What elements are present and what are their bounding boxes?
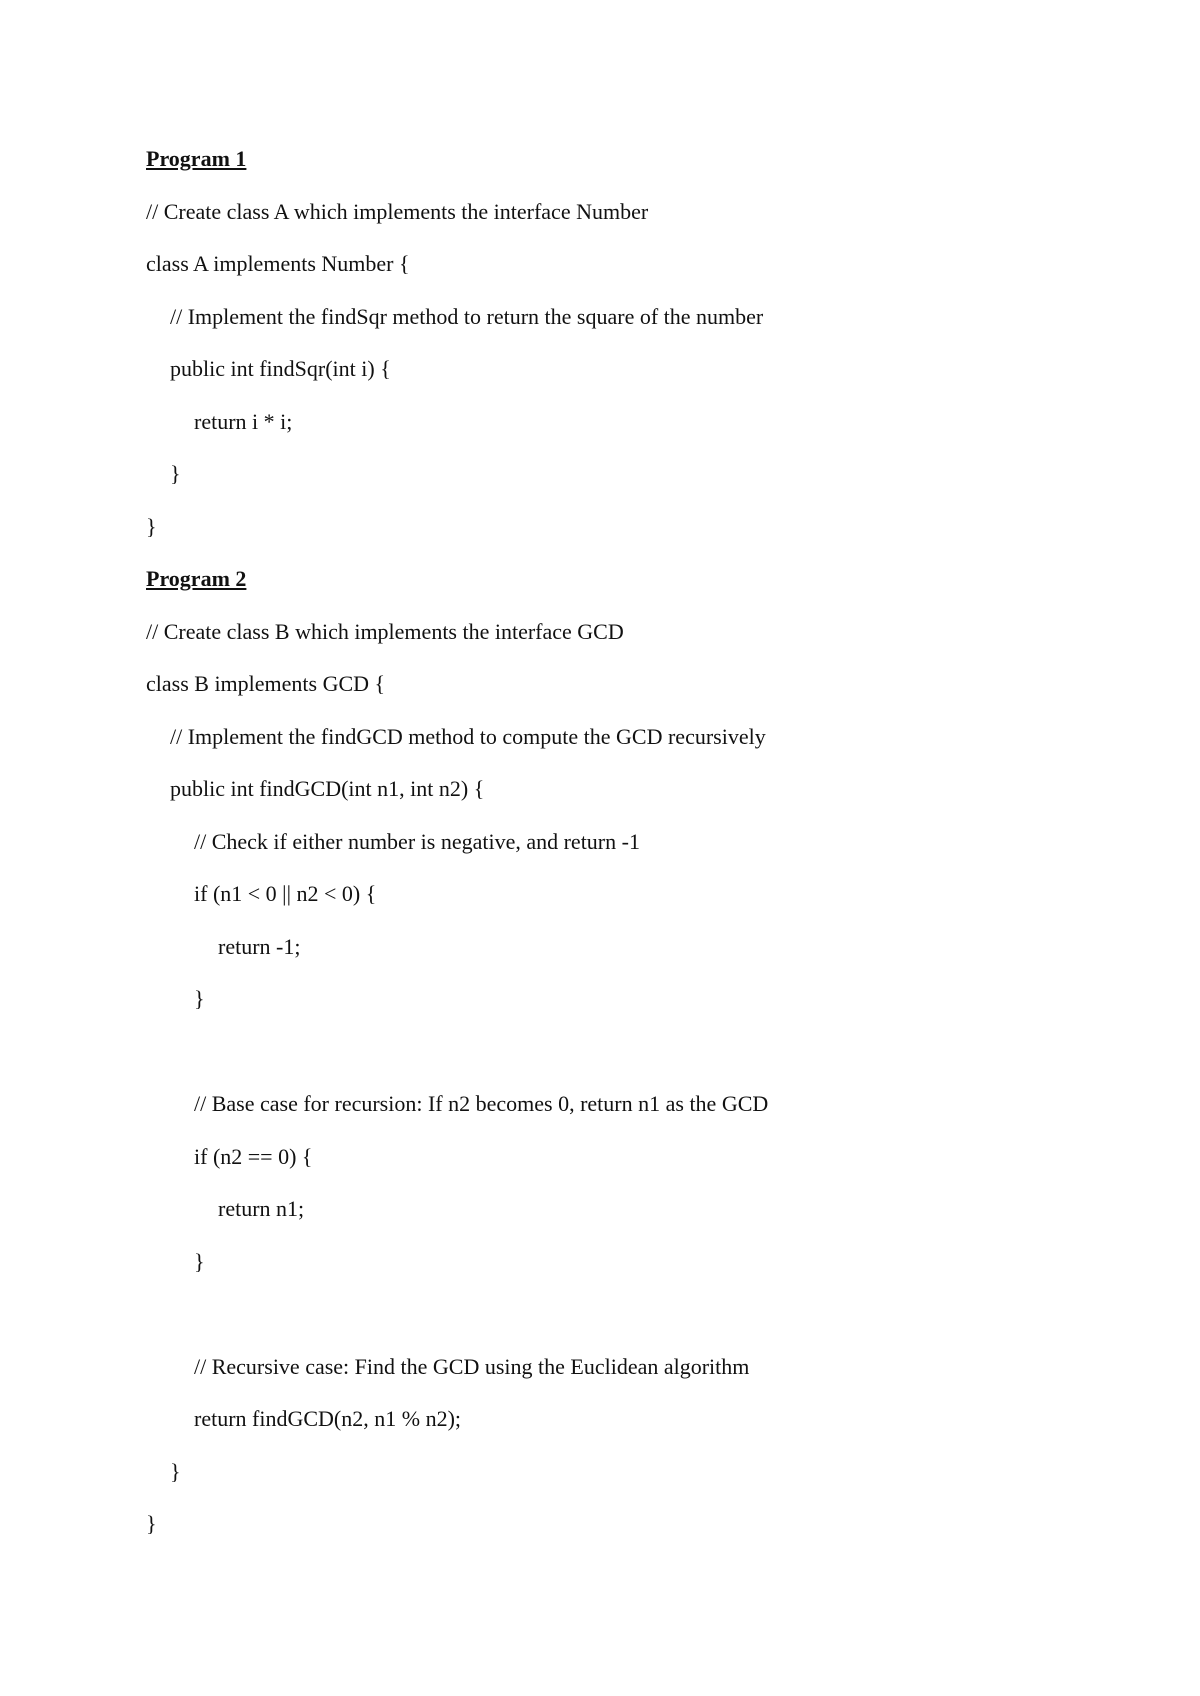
code-line: // Check if either number is negative, and return -1 xyxy=(194,829,640,854)
code-line: class B implements GCD { xyxy=(146,671,386,696)
code-line: } xyxy=(146,514,157,539)
code-line: // Create class A which implements the interface Number xyxy=(146,199,649,224)
code-line: // Create class B which implements the interface GCD xyxy=(146,619,624,644)
code-line: } xyxy=(194,986,205,1011)
code-line: return n1; xyxy=(218,1196,305,1221)
code-line: public int findGCD(int n1, int n2) { xyxy=(170,776,485,801)
program-2-heading: Program 2 xyxy=(146,566,247,591)
code-line: // Recursive case: Find the GCD using the Euclidean algorithm xyxy=(194,1354,750,1379)
code-line: } xyxy=(194,1249,205,1274)
code-line: // Base case for recursion: If n2 becomes 0, return n1 as the GCD xyxy=(194,1091,769,1116)
code-line: return i * i; xyxy=(194,409,293,434)
code-line: return findGCD(n2, n1 % n2); xyxy=(194,1406,462,1431)
code-line: if (n2 == 0) { xyxy=(194,1144,313,1169)
code-line: } xyxy=(146,1511,157,1536)
code-line: // Implement the findGCD method to compute the GCD recursively xyxy=(170,724,766,749)
code-line: } xyxy=(170,461,181,486)
code-line: public int findSqr(int i) { xyxy=(170,356,391,381)
program-1-heading: Program 1 xyxy=(146,146,247,171)
code-line: class A implements Number { xyxy=(146,251,410,276)
code-line: } xyxy=(170,1459,181,1484)
code-line: if (n1 < 0 || n2 < 0) { xyxy=(194,881,377,906)
code-line: // Implement the findSqr method to return the square of the number xyxy=(170,304,764,329)
code-line: return -1; xyxy=(218,934,301,959)
